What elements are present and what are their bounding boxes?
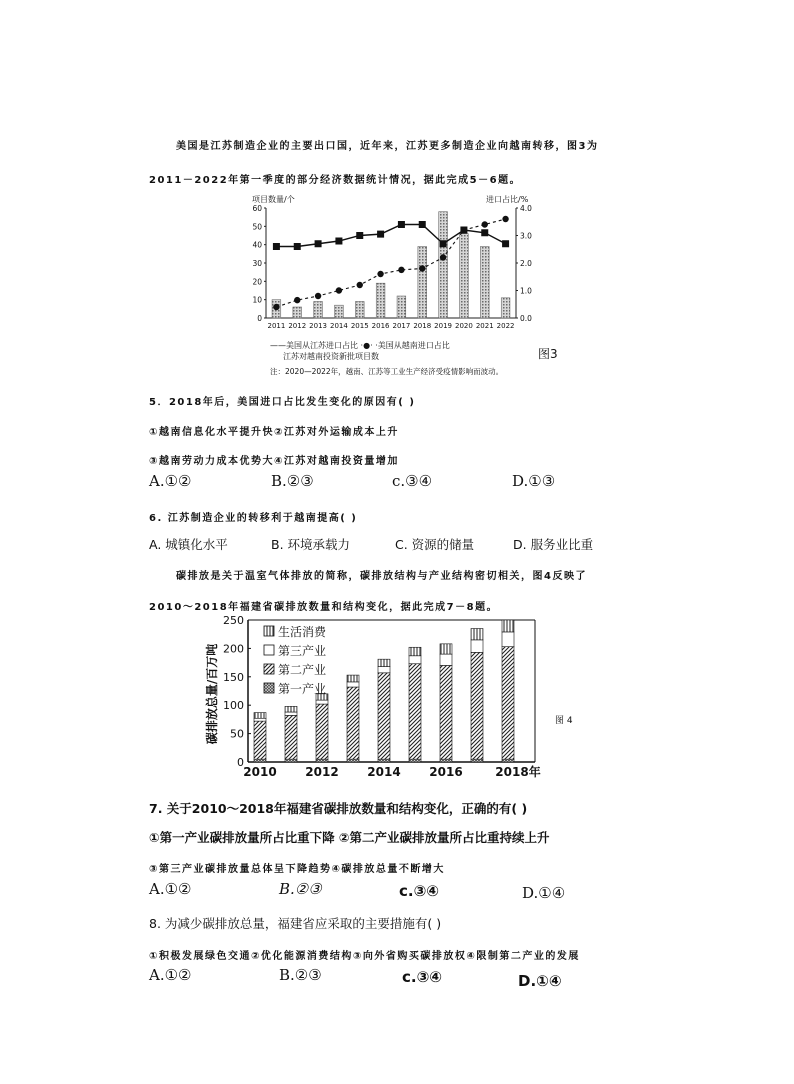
- q5-option-a: A.①②: [149, 472, 192, 490]
- fig4-y-tick-label: 0: [237, 756, 244, 769]
- fig3-bar: [397, 296, 406, 318]
- fig4-bar-segment: [409, 759, 421, 762]
- fig3-bar: [335, 305, 344, 318]
- fig4-x-tick-label: 2012: [305, 765, 339, 779]
- fig4-bar-segment: [347, 682, 359, 687]
- intro2-line2: 2010～2018年福建省碳排放数量和结构变化，据此完成7－8题。: [149, 602, 499, 613]
- fig4-bar-segment: [502, 759, 514, 762]
- fig3-point-jiangsu: [419, 221, 426, 228]
- q5-option-c: c.③④: [392, 472, 433, 490]
- fig3-point-vietnam: [461, 227, 467, 233]
- fig4-bar-segment: [378, 759, 390, 762]
- figure-4-chart: [200, 612, 545, 784]
- fig4-bar-segment: [316, 700, 328, 704]
- fig3-left-tick-label: 0: [257, 314, 262, 323]
- fig3-x-tick-label: 2012: [288, 322, 307, 330]
- fig3-left-axis-title: 项目数量/个: [252, 195, 295, 204]
- fig3-point-jiangsu: [502, 240, 509, 247]
- fig3-bar: [480, 247, 489, 319]
- fig4-bar-segment: [285, 715, 297, 759]
- fig4-x-tick-label: 2010: [243, 765, 277, 779]
- figure-3-legend-line1: ——美国从江苏进口占比 ·●· ·美国从越南进口占比: [270, 341, 450, 350]
- fig4-y-tick-label: 150: [223, 670, 244, 684]
- fig4-bar-segment: [409, 647, 421, 656]
- q6-option-a: A. 城镇化水平: [149, 537, 228, 552]
- fig4-bar-segment: [378, 673, 390, 759]
- fig3-bar: [314, 302, 323, 319]
- q5-choices-line1: ①越南信息化水平提升快②江苏对外运输成本上升: [149, 427, 399, 438]
- fig4-legend-swatch: [264, 664, 274, 674]
- fig3-x-tick-label: 2020: [455, 322, 473, 330]
- q6-stem: 6. 江苏制造企业的转移利于越南提高( ): [149, 513, 358, 524]
- fig3-point-jiangsu: [294, 243, 301, 250]
- fig4-bar-segment: [409, 656, 421, 664]
- q5-choices-line2: ③越南劳动力成本优势大④江苏对越南投资量增加: [149, 456, 399, 467]
- fig4-y-tick-label: 50: [230, 727, 244, 741]
- fig4-bar-segment: [285, 706, 297, 712]
- fig3-point-jiangsu: [481, 229, 488, 236]
- fig3-left-tick-label: 50: [252, 222, 262, 232]
- q5-option-d: D.①③: [512, 472, 556, 490]
- figure-3-legend-line2: 江苏对越南投资新批项目数: [283, 352, 379, 361]
- fig4-bar-segment: [285, 712, 297, 715]
- q5-option-b: B.②③: [271, 472, 314, 490]
- fig4-bar-segment: [502, 647, 514, 759]
- fig3-x-tick-label: 2016: [371, 322, 390, 330]
- fig3-bar: [355, 302, 364, 319]
- fig3-right-axis-title: 进口占比/%: [486, 195, 529, 204]
- fig3-x-tick-label: 2021: [475, 322, 494, 330]
- fig3-point-vietnam: [273, 304, 279, 310]
- q7-option-b: B.②③: [279, 880, 322, 898]
- fig4-legend-swatch: [264, 683, 274, 693]
- fig3-x-tick-label: 2014: [330, 322, 348, 330]
- fig3-x-tick-label: 2015: [350, 322, 369, 330]
- fig3-point-vietnam: [315, 293, 321, 299]
- fig3-bar: [418, 247, 427, 319]
- fig4-bar-segment: [471, 652, 483, 759]
- fig3-bar: [293, 307, 302, 318]
- intro1-line2: 2011－2022年第一季度的部分经济数据统计情况，据此完成5－6题。: [149, 175, 522, 186]
- fig3-bar: [460, 234, 469, 318]
- fig3-x-tick-label: 2022: [496, 322, 515, 330]
- q7-option-a: A.①②: [149, 880, 192, 898]
- q6-option-d: D. 服务业比重: [513, 537, 594, 552]
- fig3-left-tick-label: 60: [252, 204, 262, 213]
- fig3-point-jiangsu: [398, 221, 405, 228]
- fig4-x-tick-label: 2014: [367, 765, 401, 779]
- q8-option-a: A.①②: [149, 966, 192, 984]
- q7-option-c: c.③④: [399, 882, 439, 900]
- figure-3: [248, 190, 548, 338]
- figure-3-note: 注：2020—2022年，越南、江苏等工业生产经济受疫情影响而波动。: [270, 367, 504, 376]
- intro2-line1: 碳排放是关于温室气体排放的简称，碳排放结构与产业结构密切相关，图4反映了: [176, 571, 587, 582]
- fig4-bar-segment: [440, 759, 452, 762]
- fig3-bar: [376, 283, 385, 318]
- q8-option-d: D.①④: [518, 972, 562, 990]
- fig4-bar-segment: [471, 629, 483, 640]
- q6-option-c: C. 资源的储量: [395, 537, 475, 552]
- fig3-x-tick-label: 2011: [267, 322, 286, 330]
- fig4-bar-segment: [254, 713, 266, 719]
- fig3-point-jiangsu: [315, 240, 322, 247]
- fig4-bar-segment: [254, 718, 266, 721]
- fig3-point-vietnam: [294, 297, 300, 303]
- fig3-bar: [501, 298, 510, 318]
- fig4-bar-segment: [316, 759, 328, 762]
- q5-stem: 5．2018年后，美国进口占比发生变化的原因有( ): [149, 397, 416, 408]
- fig4-bar-segment: [502, 632, 514, 647]
- q8-choices-line1: ①积极发展绿色交通②优化能源消费结构③向外省购买碳排放权④限制第二产业的发展: [149, 951, 580, 962]
- fig3-x-tick-label: 2017: [392, 322, 411, 330]
- fig4-bar-segment: [409, 664, 421, 759]
- fig4-bar-segment: [440, 644, 452, 654]
- fig3-bar: [439, 212, 448, 318]
- figure-4-caption: 图 4: [555, 716, 573, 726]
- fig3-point-jiangsu: [273, 243, 280, 250]
- fig4-y-tick-label: 100: [223, 699, 244, 713]
- q7-option-d: D.①④: [522, 884, 566, 902]
- fig3-right-tick-label: 4.0: [520, 204, 532, 213]
- figure-4: [200, 612, 545, 784]
- figure-3-caption: 图3: [538, 347, 558, 361]
- fig4-y-tick-label: 200: [223, 642, 244, 656]
- fig4-x-tick-label: 2016: [429, 765, 463, 779]
- fig3-right-tick-label: 2.0: [520, 259, 532, 268]
- q7-choices-line1: ①第一产业碳排放量所占比重下降 ②第二产业碳排放量所占比重持续上升: [149, 830, 550, 845]
- fig4-bar-segment: [378, 667, 390, 673]
- fig3-left-tick-label: 10: [252, 295, 262, 305]
- fig3-point-vietnam: [419, 265, 425, 271]
- figure-3-chart: [248, 190, 548, 338]
- intro1-line1: 美国是江苏制造企业的主要出口国，近年来，江苏更多制造企业向越南转移，图3为: [176, 141, 599, 152]
- fig4-bar-segment: [502, 620, 514, 632]
- fig3-line-vietnam: [276, 219, 505, 307]
- q8-option-b: B.②③: [279, 966, 322, 984]
- fig4-legend-label: 第二产业: [278, 663, 327, 677]
- fig3-x-tick-label: 2018: [413, 322, 432, 330]
- fig3-point-jiangsu: [356, 232, 363, 239]
- q7-stem: 7. 关于2010～2018年福建省碳排放数量和结构变化，正确的有( ): [149, 801, 528, 816]
- fig4-y-axis-label: 碳排放总量/百万吨: [205, 643, 219, 745]
- fig4-bar-segment: [440, 665, 452, 759]
- q8-option-c: c.③④: [402, 968, 442, 986]
- fig3-point-jiangsu: [377, 231, 384, 238]
- q7-choices-line2: ③第三产业碳排放量总体呈下降趋势④碳排放总量不断增大: [149, 864, 445, 875]
- fig4-bar-segment: [347, 759, 359, 762]
- fig4-bar-segment: [316, 704, 328, 759]
- fig4-legend-swatch: [264, 645, 274, 655]
- fig4-bar-segment: [254, 721, 266, 759]
- fig3-left-tick-label: 40: [252, 240, 262, 250]
- fig3-x-tick-label: 2013: [309, 322, 327, 330]
- fig3-point-vietnam: [482, 221, 488, 227]
- fig3-point-vietnam: [377, 271, 383, 277]
- fig4-bar-segment: [347, 687, 359, 759]
- fig4-bar-segment: [285, 759, 297, 762]
- fig3-point-vietnam: [502, 216, 508, 222]
- q6-option-b: B. 环境承载力: [271, 537, 351, 552]
- fig3-right-tick-label: 0.0: [520, 314, 532, 323]
- fig3-point-jiangsu: [440, 240, 447, 247]
- fig4-x-tick-label: 2018年: [495, 765, 541, 779]
- fig4-bar-segment: [378, 659, 390, 666]
- fig3-right-tick-label: 3.0: [520, 231, 532, 241]
- fig3-x-tick-label: 2019: [434, 322, 452, 330]
- fig3-right-tick-label: 1.0: [520, 286, 532, 296]
- fig4-bar-segment: [254, 759, 266, 762]
- fig3-point-vietnam: [357, 282, 363, 288]
- fig4-legend-label: 第一产业: [278, 682, 327, 696]
- fig3-point-vietnam: [336, 287, 342, 293]
- fig3-left-tick-label: 20: [252, 277, 262, 287]
- fig4-bar-segment: [347, 675, 359, 682]
- fig4-legend-label: 第三产业: [278, 644, 327, 658]
- fig3-point-vietnam: [398, 267, 404, 273]
- fig3-point-jiangsu: [335, 238, 342, 245]
- fig4-bar-segment: [440, 654, 452, 665]
- fig4-y-tick-label: 250: [223, 614, 244, 627]
- fig3-left-tick-label: 30: [252, 259, 262, 268]
- fig4-bar-segment: [471, 640, 483, 652]
- q8-stem: 8. 为减少碳排放总量，福建省应采取的主要措施有( ): [149, 916, 442, 931]
- fig3-point-vietnam: [440, 254, 446, 260]
- fig4-bar-segment: [471, 759, 483, 762]
- fig4-legend-label: 生活消费: [278, 625, 327, 639]
- fig4-legend-swatch: [264, 626, 274, 636]
